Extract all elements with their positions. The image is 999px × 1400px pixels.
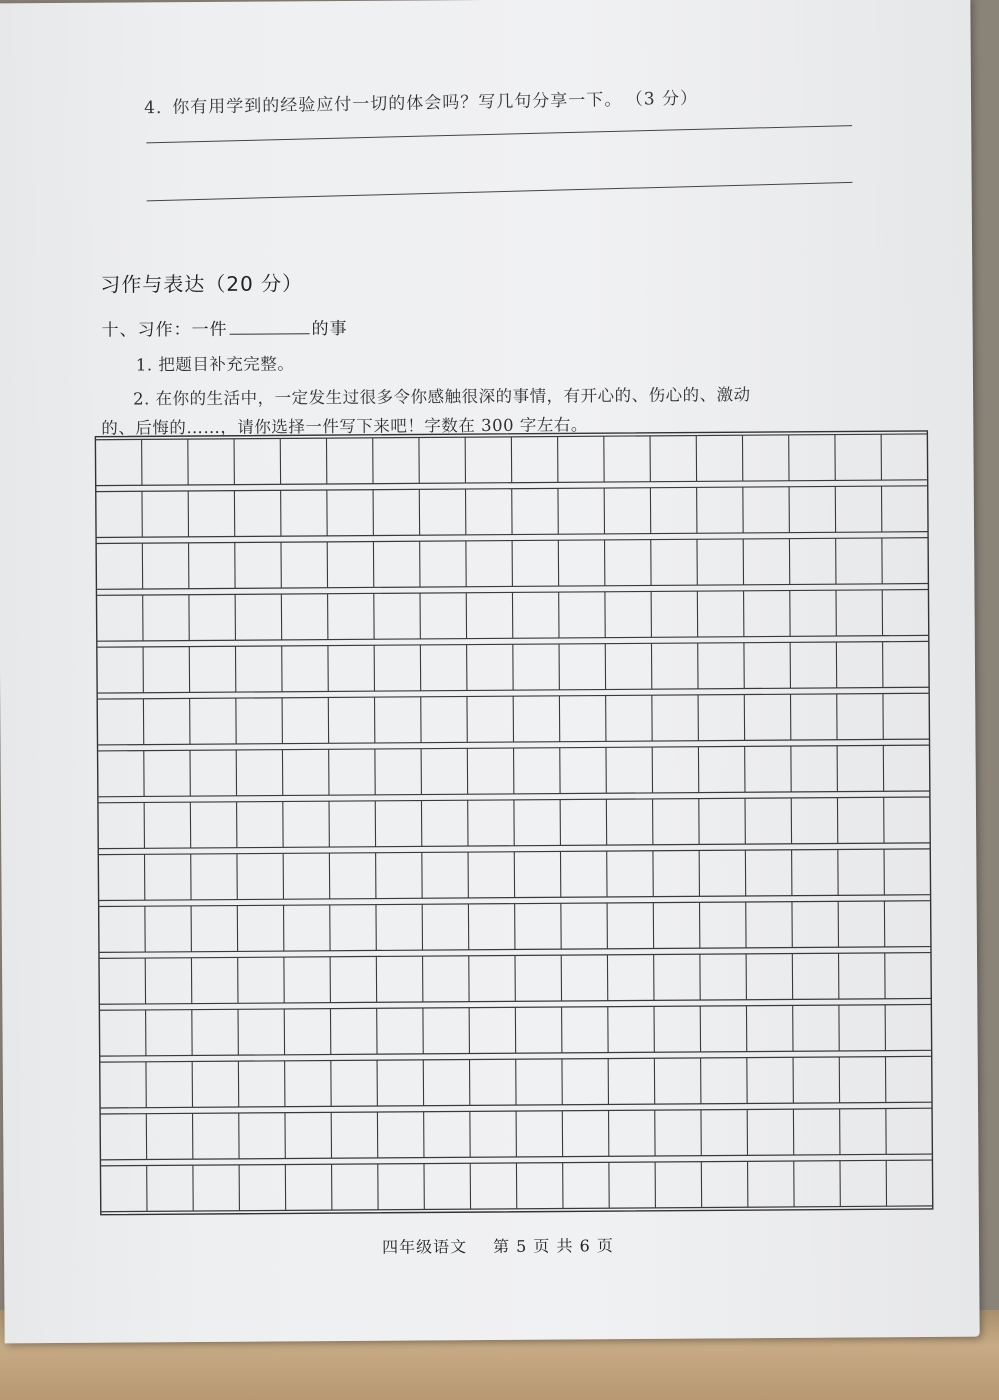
page-footer (382, 1233, 614, 1258)
question-4 (144, 84, 698, 119)
instruction-2-line-2: 的、后悔的……，请你选择一件写下来吧！字数在 300 字左右。 (101, 415, 588, 438)
grid-row[interactable] (100, 1160, 932, 1212)
grid-row[interactable] (99, 1004, 931, 1056)
answer-line[interactable] (147, 182, 853, 201)
grid-row[interactable] (96, 538, 928, 590)
grid-row[interactable] (97, 693, 929, 745)
grid-row[interactable] (99, 901, 931, 953)
writing-grid[interactable] (91, 427, 936, 1219)
grid-row[interactable] (96, 486, 928, 538)
grid-row[interactable] (98, 849, 930, 901)
question-score: （3 分） (634, 88, 699, 110)
footer-subject: 四年级语文 (381, 1237, 468, 1257)
question-number: 4. (143, 97, 163, 119)
grid-row[interactable] (98, 745, 930, 797)
grid-row[interactable] (100, 1056, 932, 1108)
section-title: 习作与表达（20 分） (100, 271, 304, 297)
essay-title-blank[interactable] (230, 319, 310, 335)
instruction-2-line-1: 2. 在你的生活中，一定发生过很多令你感触很深的事情，有开心的、伤心的、激动 (133, 385, 751, 409)
grid-row[interactable] (99, 953, 931, 1005)
essay-title-suffix: 的事 (311, 318, 348, 340)
grid-row[interactable] (98, 797, 930, 849)
grid-row[interactable] (96, 590, 928, 642)
grid-row[interactable] (100, 1108, 932, 1160)
essay-title (102, 314, 348, 341)
answer-line[interactable] (146, 125, 852, 143)
question-text: 你有用学到的经验应付一切的体会吗？写几句分享一下。 (172, 89, 623, 118)
essay-title-prefix: 十、习作：一件 (101, 319, 228, 341)
grid-row[interactable] (95, 434, 927, 486)
footer-page-number: 第 5 页 共 6 页 (492, 1236, 614, 1256)
grid-row[interactable] (97, 641, 929, 693)
instruction-1: 1. 把题目补充完整。 (135, 354, 295, 375)
